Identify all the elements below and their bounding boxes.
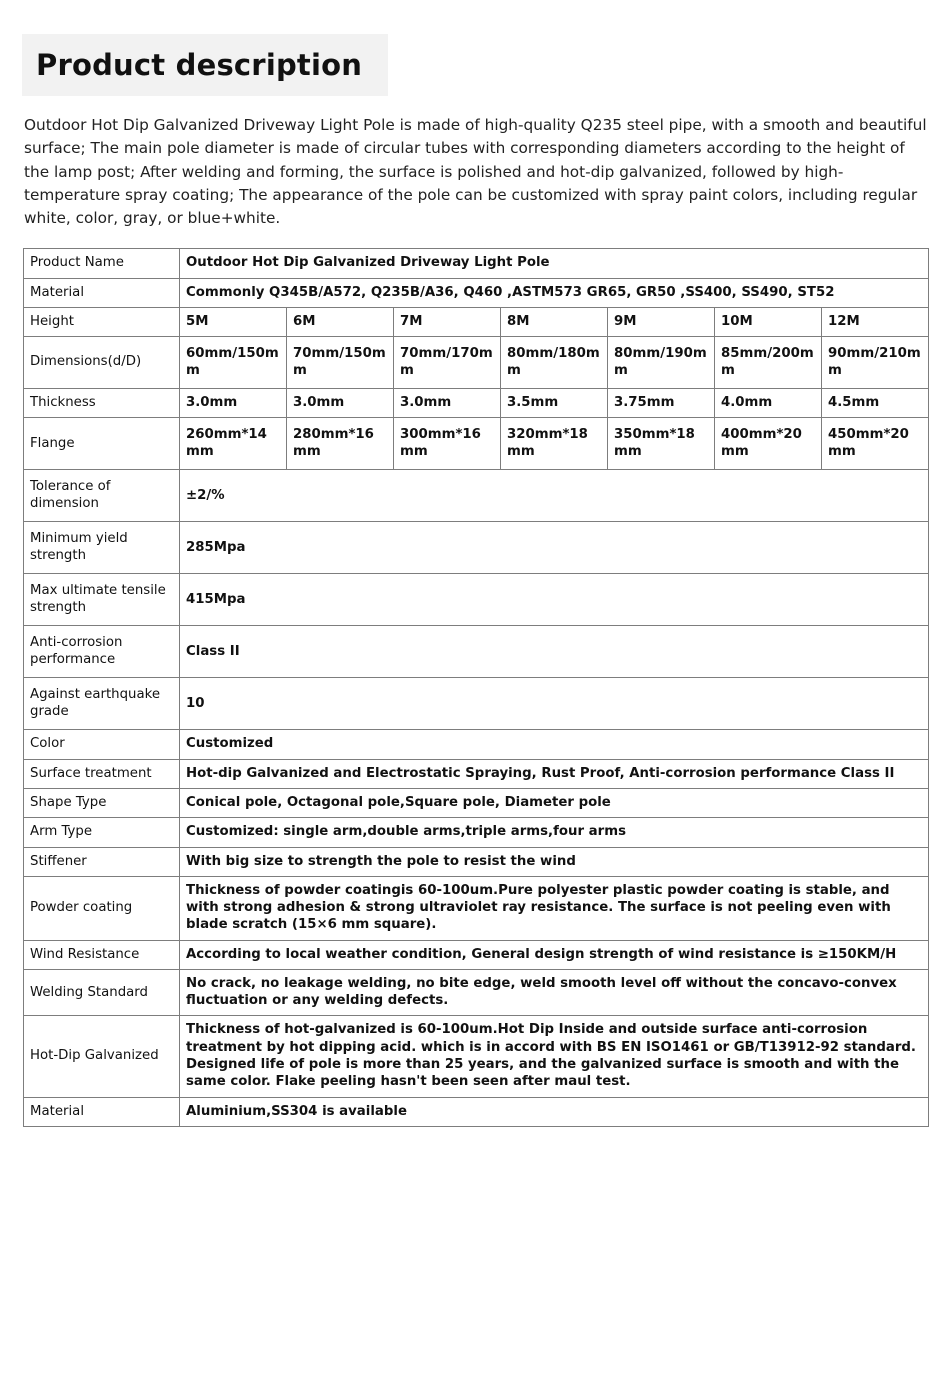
- row-cell: 350mm*18mm: [608, 418, 715, 470]
- row-label: Against earthquake grade: [24, 678, 180, 730]
- row-label: Color: [24, 730, 180, 759]
- row-cell: 7M: [394, 307, 501, 336]
- row-value: Conical pole, Octagonal pole,Square pole, Diameter pole: [180, 788, 929, 817]
- specification-table: [23, 248, 929, 1127]
- table-row: [24, 847, 929, 876]
- row-cell: 90mm/210mm: [822, 337, 929, 389]
- row-label: Product Name: [24, 249, 180, 278]
- table-row: [24, 522, 929, 574]
- row-label: Welding Standard: [24, 969, 180, 1016]
- row-cell: 400mm*20mm: [715, 418, 822, 470]
- row-label: Wind Resistance: [24, 940, 180, 969]
- row-cell: 80mm/180mm: [501, 337, 608, 389]
- table-row: [24, 249, 929, 278]
- row-cell: 3.75mm: [608, 389, 715, 418]
- row-value: 415Mpa: [180, 574, 929, 626]
- row-value: Thickness of hot-galvanized is 60-100um.Hot Dip Inside and outside surface anti-corrosion treatment by hot dipping acid. which is in accord with BS EN ISO1461 or GB/T13912-92 standard. Designed life of pole is more than 25 years, and the galvanized surface is smooth and with the same color. Flake peeling hasn't been seen after maul test.: [180, 1016, 929, 1097]
- row-label: Tolerance of dimension: [24, 470, 180, 522]
- row-value: According to local weather condition, General design strength of wind resistance is ≥150KM/H: [180, 940, 929, 969]
- row-cell: 70mm/170mm: [394, 337, 501, 389]
- table-row: [24, 940, 929, 969]
- table-row: [24, 278, 929, 307]
- table-row: [24, 574, 929, 626]
- row-value: 10: [180, 678, 929, 730]
- table-row: [24, 876, 929, 940]
- row-value: 285Mpa: [180, 522, 929, 574]
- table-row: [24, 788, 929, 817]
- row-cell: 9M: [608, 307, 715, 336]
- row-cell: 3.5mm: [501, 389, 608, 418]
- row-cell: 6M: [287, 307, 394, 336]
- row-cell: 60mm/150mm: [180, 337, 287, 389]
- row-label: Anti-corrosion performance: [24, 626, 180, 678]
- row-cell: 280mm*16mm: [287, 418, 394, 470]
- table-row: [24, 626, 929, 678]
- table-row: [24, 1097, 929, 1126]
- row-label: Shape Type: [24, 788, 180, 817]
- row-label: Arm Type: [24, 818, 180, 847]
- row-cell: 3.0mm: [287, 389, 394, 418]
- row-cell: 300mm*16mm: [394, 418, 501, 470]
- row-label: Dimensions(d/D): [24, 337, 180, 389]
- row-cell: 70mm/150mm: [287, 337, 394, 389]
- row-label: Stiffener: [24, 847, 180, 876]
- row-value: Aluminium,SS304 is available: [180, 1097, 929, 1126]
- row-value: Customized: single arm,double arms,triple arms,four arms: [180, 818, 929, 847]
- row-value: Commonly Q345B/A572, Q235B/A36, Q460 ,ASTM573 GR65, GR50 ,SS400, SS490, ST52: [180, 278, 929, 307]
- row-cell: 80mm/190mm: [608, 337, 715, 389]
- row-cell: 3.0mm: [180, 389, 287, 418]
- row-label: Surface treatment: [24, 759, 180, 788]
- row-label: Powder coating: [24, 876, 180, 940]
- table-row: [24, 418, 929, 470]
- table-row: [24, 337, 929, 389]
- table-row: [24, 759, 929, 788]
- row-cell: 3.0mm: [394, 389, 501, 418]
- row-value: ±2/%: [180, 470, 929, 522]
- intro-paragraph: Outdoor Hot Dip Galvanized Driveway Light Pole is made of high-quality Q235 steel pipe, with a smooth and beautiful surface; The main pole diameter is made of circular tubes with corresponding diameters according to the height of the lamp post; After welding and forming, the surface is polished and hot-dip galvanized, followed by high-temperature spray coating; The appearance of the pole can be customized with spray paint colors, including regular white, color, gray, or blue+white.: [24, 116, 927, 227]
- row-cell: 320mm*18mm: [501, 418, 608, 470]
- row-value: With big size to strength the pole to resist the wind: [180, 847, 929, 876]
- row-label: Minimum yield strength: [24, 522, 180, 574]
- row-cell: 85mm/200mm: [715, 337, 822, 389]
- row-cell: 12M: [822, 307, 929, 336]
- row-value: Hot-dip Galvanized and Electrostatic Spraying, Rust Proof, Anti-corrosion performance Class II: [180, 759, 929, 788]
- row-label: Flange: [24, 418, 180, 470]
- row-label: Thickness: [24, 389, 180, 418]
- table-row: [24, 1016, 929, 1097]
- row-label: Hot-Dip Galvanized: [24, 1016, 180, 1097]
- table-row: [24, 730, 929, 759]
- table-row: [24, 678, 929, 730]
- row-value: Outdoor Hot Dip Galvanized Driveway Light Pole: [180, 249, 929, 278]
- row-cell: 10M: [715, 307, 822, 336]
- page-title-banner: [22, 34, 388, 96]
- row-value: No crack, no leakage welding, no bite edge, weld smooth level off without the concavo-convex fluctuation or any welding defects.: [180, 969, 929, 1016]
- table-row: [24, 470, 929, 522]
- row-cell: 450mm*20mm: [822, 418, 929, 470]
- row-cell: 260mm*14mm: [180, 418, 287, 470]
- row-value: Class II: [180, 626, 929, 678]
- row-cell: 5M: [180, 307, 287, 336]
- row-label: Height: [24, 307, 180, 336]
- row-label: Material: [24, 1097, 180, 1126]
- row-cell: 4.0mm: [715, 389, 822, 418]
- page-title: Product description: [36, 48, 363, 82]
- row-cell: 4.5mm: [822, 389, 929, 418]
- row-value: Thickness of powder coatingis 60-100um.Pure polyester plastic powder coating is stable, and with strong adhesion & strong ultraviolet ray resistance. The surface is not peeling even with blade scratch (15×6 mm square).: [180, 876, 929, 940]
- row-label: Material: [24, 278, 180, 307]
- row-cell: 8M: [501, 307, 608, 336]
- row-label: Max ultimate tensile strength: [24, 574, 180, 626]
- row-value: Customized: [180, 730, 929, 759]
- table-row: [24, 969, 929, 1016]
- table-row: [24, 818, 929, 847]
- table-row: [24, 389, 929, 418]
- table-row: [24, 307, 929, 336]
